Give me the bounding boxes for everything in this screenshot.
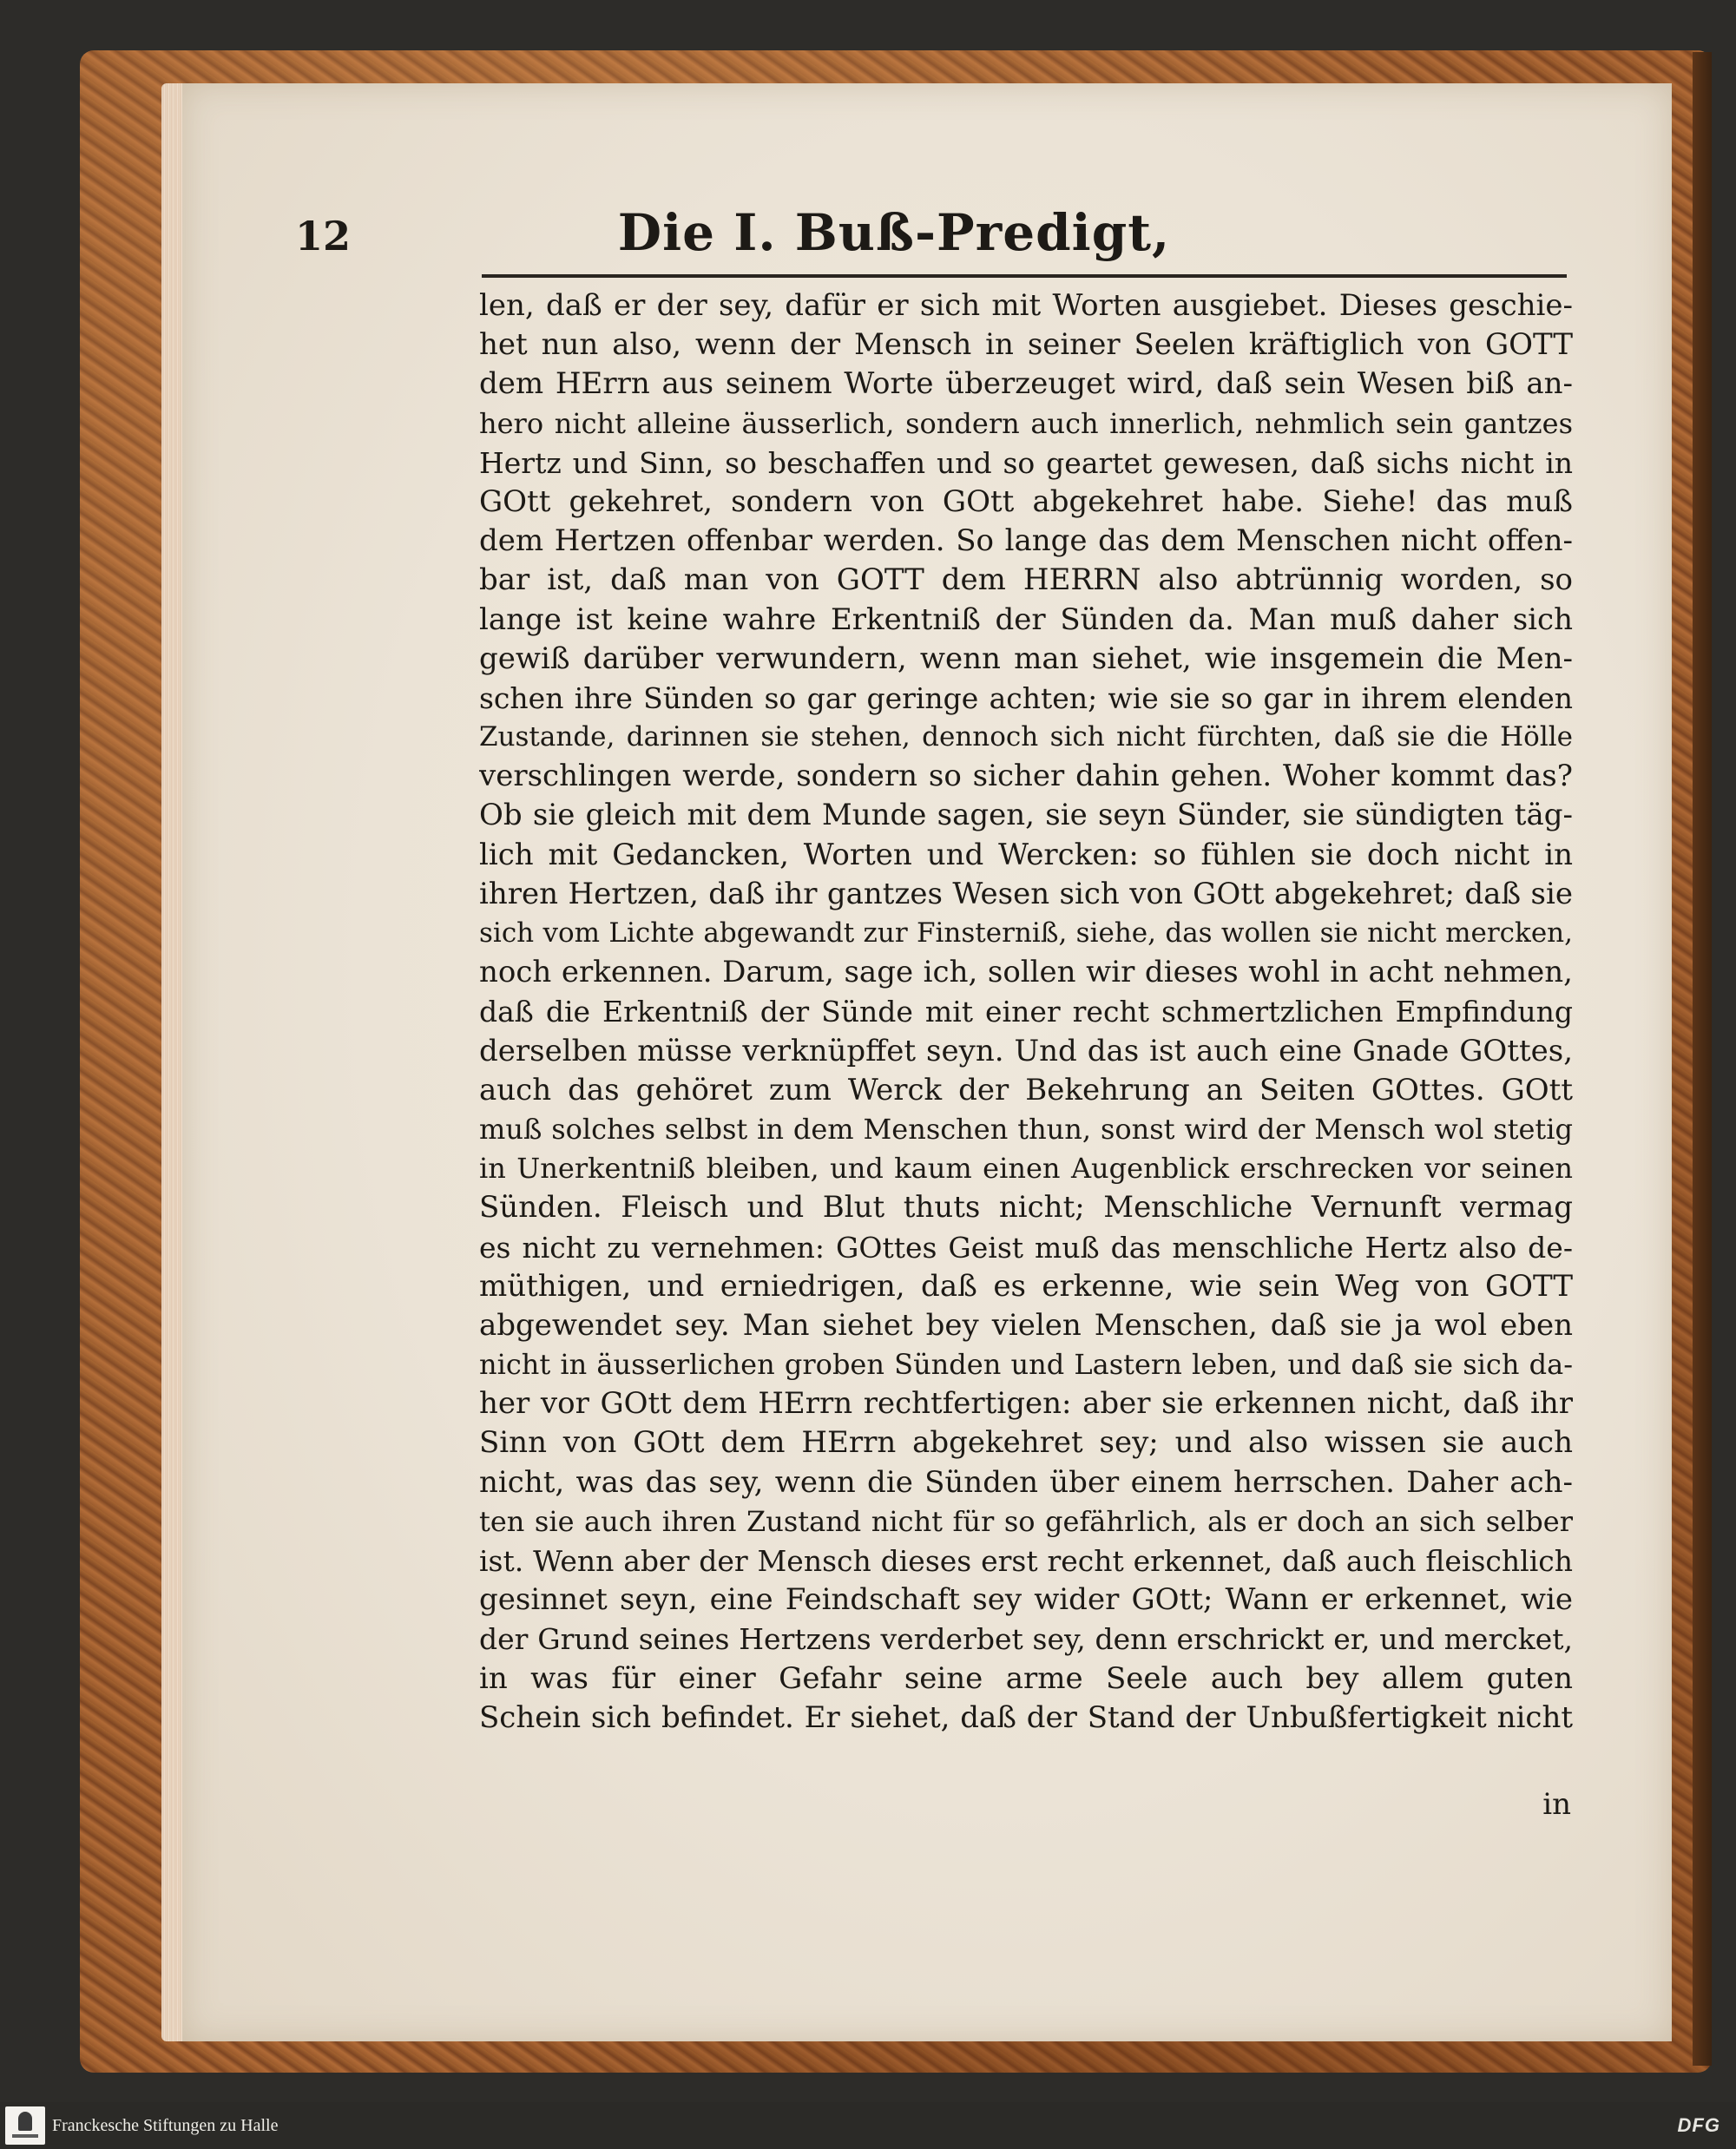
catchword: in (1542, 1787, 1571, 1822)
text-line: Schein sich befindet. Er siehet, daß der Stand der Unbußfertigkeit nicht (479, 1699, 1573, 1735)
text-line: noch erkennen. Darum, sage ich, sollen wir dieses wohl in acht nehmen, (479, 955, 1573, 990)
text-line: gewiß darüber verwundern, wenn man siehet, wie insgemein die Men- (479, 641, 1573, 676)
text-line: her vor GOtt dem HErrn rechtfertigen: aber sie erkennen nicht, daß ihr (479, 1386, 1573, 1422)
institution-logo-icon (5, 2106, 45, 2145)
text-line: auch das gehöret zum Werck der Bekehrung an Seiten GOttes. GOtt (479, 1072, 1573, 1107)
text-line: ten sie auch ihren Zustand nicht für so gefährlich, als er doch an sich selber (479, 1504, 1573, 1538)
text-line: nicht in äusserlichen groben Sünden und Lastern leben, und daß sie sich da- (479, 1348, 1573, 1382)
head-rule (482, 274, 1567, 278)
text-line: Sünden. Fleisch und Blut thuts nicht; Menschliche Vernunft vermag (479, 1190, 1573, 1226)
footer-bar (0, 2102, 1736, 2149)
text-line: nicht, was das sey, wenn die Sünden über einem herrschen. Daher ach- (479, 1464, 1573, 1500)
body-text (479, 286, 1573, 1831)
text-line: Sinn von GOtt dem HErrn abgekehret sey; und also wissen sie auch (479, 1425, 1573, 1461)
dfg-logo: DFG (1677, 2114, 1720, 2136)
text-line: Ob sie gleich mit dem Munde sagen, sie seyn Sünder, sie sündigten täg- (479, 798, 1573, 833)
text-line: müthigen, und erniedrigen, daß es erkenne, wie sein Weg von GOTT (479, 1268, 1573, 1304)
text-line: hero nicht alleine äusserlich, sondern auch innerlich, nehmlich sein gantzes (479, 406, 1573, 440)
text-line: Zustande, darinnen sie stehen, dennoch sich nicht fürchten, daß sie die Hölle (479, 721, 1573, 753)
cover-edge-shadow (1693, 52, 1712, 2066)
text-line: abgewendet sey. Man siehet bey vielen Menschen, daß sie ja wol eben (479, 1307, 1573, 1343)
page-number: 12 (295, 213, 352, 260)
text-line: der Grund seines Hertzens verderbet sey, denn erschrickt er, und mercket, (479, 1622, 1573, 1657)
text-line: dem HErrn aus seinem Worte überzeuget wird, daß sein Wesen biß an- (479, 366, 1573, 402)
text-line: ist. Wenn aber der Mensch dieses erst recht erkennet, daß auch fleischlich (479, 1544, 1573, 1578)
text-line: gesinnet seyn, eine Feindschaft sey wider GOtt; Wann er erkennet, wie (479, 1582, 1573, 1618)
institution-name: Franckesche Stiftungen zu Halle (52, 2116, 279, 2135)
text-line: lange ist keine wahre Erkentniß der Sünden da. Man muß daher sich (479, 601, 1573, 637)
text-line: lich mit Gedancken, Worten und Wercken: so fühlen sie doch nicht in (479, 837, 1573, 872)
running-head: Die I. Buß-Predigt, (617, 203, 1171, 262)
text-line: ihren Hertzen, daß ihr gantzes Wesen sich von GOtt abgekehret; daß sie (479, 876, 1573, 911)
text-line: derselben müsse verknüpffet seyn. Und das ist auch eine Gnade GOttes, (479, 1033, 1573, 1068)
text-line: in Unerkentniß bleiben, und kaum einen Augenblick erschrecken vor seinen (479, 1152, 1573, 1186)
text-line: daß die Erkentniß der Sünde mit einer recht schmertzlichen Empfindung (479, 995, 1573, 1029)
text-line: GOtt gekehret, sondern von GOtt abgekehret habe. Siehe! das muß (479, 483, 1573, 519)
text-line: verschlingen werde, sondern so sicher dahin gehen. Woher kommt das? (479, 759, 1573, 794)
text-line: muß solches selbst in dem Menschen thun, sonst wird der Mensch wol stetig (479, 1112, 1573, 1146)
text-line: len, daß er der sey, dafür er sich mit Worten ausgiebet. Dieses geschie- (479, 288, 1573, 323)
text-line: het nun also, wenn der Mensch in seiner Seelen kräftiglich von GOTT (479, 327, 1573, 363)
text-line: dem Hertzen offenbar werden. So lange das dem Menschen nicht offen- (479, 523, 1573, 559)
text-line: Hertz und Sinn, so beschaffen und so geartet gewesen, daß sichs nicht in (479, 445, 1573, 480)
text-line: sich vom Lichte abgewandt zur Finsterniß, siehe, das wollen sie nicht mercken, (479, 917, 1573, 949)
text-line: in was für einer Gefahr seine arme Seele auch bey allem guten (479, 1660, 1573, 1696)
text-line: schen ihre Sünden so gar geringe achten; wie sie so gar in ihrem elenden (479, 680, 1573, 715)
text-line: bar ist, daß man von GOTT dem HERRN also abtrünnig worden, so (479, 562, 1573, 598)
text-line: es nicht zu vernehmen: GOttes Geist muß das menschliche Hertz also de- (479, 1230, 1573, 1265)
